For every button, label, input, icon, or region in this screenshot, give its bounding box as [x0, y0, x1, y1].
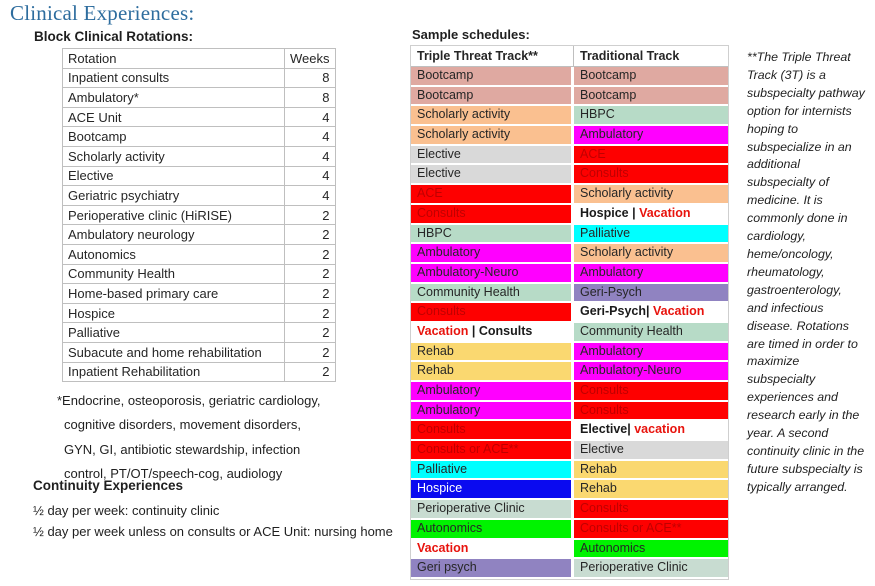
schedule-row: [411, 205, 728, 225]
note-line: research early in the: [747, 408, 860, 423]
schedule-cell: [574, 421, 728, 441]
sample-schedules-heading: Sample schedules:: [412, 27, 530, 42]
table-row: [63, 264, 336, 284]
note-line: heme/oncology,: [747, 246, 834, 261]
schedule-cell: Perioperative Clinic: [574, 559, 728, 579]
note-line: subspecialize in an: [747, 139, 852, 154]
schedule-cell: Elective: [574, 441, 728, 461]
schedule-row: [411, 421, 728, 441]
triple-threat-column-header: Triple Threat Track**: [411, 46, 574, 66]
schedule-row: [411, 343, 728, 363]
rotation-weeks-cell: 4: [285, 146, 336, 166]
note-line: gastroenterology,: [747, 282, 842, 297]
schedule-cell: Rehab: [574, 480, 728, 500]
rotation-weeks-cell: 4: [285, 186, 336, 206]
rotation-name-cell: Bootcamp: [63, 127, 285, 147]
block-rotations-heading: Block Clinical Rotations:: [34, 29, 194, 44]
schedule-cell: Consults: [574, 402, 728, 422]
schedule-cell-segment: Geri-Psych|: [580, 304, 653, 319]
schedule-cell: Consults: [411, 303, 574, 323]
rotation-name-cell: Perioperative clinic (HiRISE): [63, 205, 285, 225]
table-row: [63, 244, 336, 264]
rotation-name-cell: Ambulatory*: [63, 88, 285, 108]
schedule-cell: Consults: [411, 205, 574, 225]
schedule-row: [411, 146, 728, 166]
schedule-cell: [411, 540, 574, 560]
rotations-header-row: [63, 49, 336, 69]
schedule-cell: HBPC: [411, 225, 574, 245]
schedule-row: [411, 185, 728, 205]
continuity-heading: Continuity Experiences: [33, 478, 184, 493]
schedule-cell: Perioperative Clinic: [411, 500, 574, 520]
schedule-cell: Rehab: [411, 343, 574, 363]
schedule-cell-segment: | Consults: [471, 323, 533, 338]
footnote-line: *Endocrine, osteoporosis, geriatric cardiology,: [57, 393, 321, 408]
schedule-cell: Elective: [411, 146, 574, 166]
note-line: rheumatology,: [747, 264, 825, 279]
schedule-cell: Palliative: [411, 461, 574, 481]
page-title: Clinical Experiences:: [10, 1, 195, 25]
note-line: medicine. It is: [747, 193, 823, 208]
schedule-row: [411, 480, 728, 500]
rotation-name-cell: Community Health: [63, 264, 285, 284]
table-row: [63, 303, 336, 323]
note-line: commonly done in: [747, 211, 848, 226]
note-line: **The Triple Threat: [747, 50, 851, 64]
schedule-cell: HBPC: [574, 106, 728, 126]
note-line: continuity clinic in the: [747, 443, 865, 458]
schedule-cell: Consults: [574, 500, 728, 520]
table-row: [63, 127, 336, 147]
rotation-name-cell: Hospice: [63, 303, 285, 323]
schedule-cell: Ambulatory: [574, 264, 728, 284]
schedule-cell: Autonomics: [574, 540, 728, 560]
table-row: [63, 146, 336, 166]
schedule-cell: Ambulatory: [411, 402, 574, 422]
schedule-row: [411, 264, 728, 284]
schedule-cell: ACE: [411, 185, 574, 205]
schedule-row: [411, 67, 728, 87]
note-line: subspecialty of: [747, 175, 829, 190]
schedule-cell-segment: Vacation: [652, 304, 705, 319]
rotation-name-cell: ACE Unit: [63, 107, 285, 127]
rotation-weeks-cell: 4: [285, 107, 336, 127]
schedule-row: [411, 461, 728, 481]
schedule-row: [411, 323, 728, 343]
schedule-cell-segment: Hospice |: [580, 205, 640, 220]
schedule-cell: Hospice: [411, 480, 574, 500]
table-row: [63, 186, 336, 206]
weeks-column-header: Weeks: [285, 49, 336, 69]
table-row: [63, 323, 336, 343]
continuity-text: [33, 500, 393, 543]
rotation-weeks-cell: 2: [285, 244, 336, 264]
schedule-cell-segment: Vacation: [417, 323, 472, 338]
schedule-cell: Ambulatory-Neuro: [574, 362, 728, 382]
footnote-line: control, PT/OT/speech-cog, audiology: [64, 466, 283, 482]
schedule-row: [411, 500, 728, 520]
note-line: option for internists: [747, 103, 852, 118]
rotation-name-cell: Subacute and home rehabilitation: [63, 342, 285, 362]
rotation-name-cell: Ambulatory neurology: [63, 225, 285, 245]
note-line: future subspecialty is: [747, 461, 863, 476]
note-line: subspecialty: [747, 372, 816, 387]
continuity-line: ½ day per week unless on consults or ACE Unit: nursing home: [33, 524, 393, 540]
note-line: typically arranged.: [747, 479, 848, 494]
schedule-row: [411, 244, 728, 264]
sample-schedules-table: [410, 45, 729, 580]
note-line: hoping to: [747, 121, 798, 136]
rotation-weeks-cell: 2: [285, 264, 336, 284]
schedule-cell: Ambulatory: [574, 343, 728, 363]
rotation-name-cell: Home-based primary care: [63, 284, 285, 304]
table-row: [63, 362, 336, 382]
schedule-cell: Consults: [574, 165, 728, 185]
schedule-cell: Community Health: [411, 284, 574, 304]
rotation-name-cell: Elective: [63, 166, 285, 186]
schedule-cell: [574, 303, 728, 323]
schedule-row: [411, 540, 728, 560]
rotation-name-cell: Geriatric psychiatry: [63, 186, 285, 206]
schedule-cell: Rehab: [574, 461, 728, 481]
schedule-row: [411, 520, 728, 540]
schedule-row: [411, 126, 728, 146]
note-line: year. A second: [747, 426, 829, 441]
schedule-row: [411, 303, 728, 323]
schedule-row: [411, 362, 728, 382]
footnote-line: GYN, GI, antibiotic stewardship, infection: [64, 441, 301, 457]
schedule-cell: Bootcamp: [411, 87, 574, 107]
rotation-name-cell: Scholarly activity: [63, 146, 285, 166]
schedule-row: [411, 106, 728, 126]
schedule-cell: [411, 323, 574, 343]
table-row: [63, 205, 336, 225]
triple-threat-note: [747, 49, 875, 497]
schedule-row: [411, 559, 728, 579]
rotation-weeks-cell: 2: [285, 342, 336, 362]
schedule-cell: Consults: [574, 382, 728, 402]
rotation-weeks-cell: 8: [285, 68, 336, 88]
note-line: disease. Rotations: [747, 318, 849, 333]
note-line: experiences and: [747, 390, 838, 405]
rotation-column-header: Rotation: [63, 49, 285, 69]
note-line: additional: [747, 157, 801, 172]
table-row: [63, 88, 336, 108]
schedule-cell: Scholarly activity: [574, 185, 728, 205]
note-line: are timed in order to: [747, 336, 858, 351]
schedule-cell: Rehab: [411, 362, 574, 382]
schedule-cell: Consults or ACE**: [574, 520, 728, 540]
rotation-weeks-cell: 2: [285, 284, 336, 304]
schedule-header-row: [411, 46, 728, 67]
schedule-row: [411, 225, 728, 245]
table-row: [63, 284, 336, 304]
rotation-weeks-cell: 2: [285, 362, 336, 382]
schedule-cell: Ambulatory: [411, 382, 574, 402]
note-line: and infectious: [747, 300, 824, 315]
footnote-line: cognitive disorders, movement disorders,: [64, 417, 301, 433]
table-row: [63, 342, 336, 362]
schedule-cell: Bootcamp: [411, 67, 574, 87]
schedule-cell: Palliative: [574, 225, 728, 245]
schedule-row: [411, 284, 728, 304]
continuity-line: ½ day per week: continuity clinic: [33, 503, 220, 518]
schedule-row: [411, 87, 728, 107]
note-line: Track (3T) is a: [747, 67, 826, 82]
schedule-cell-segment: vacation: [634, 422, 685, 437]
rotations-footnote: [57, 389, 321, 487]
table-row: [63, 225, 336, 245]
schedule-cell: Ambulatory: [574, 126, 728, 146]
rotation-weeks-cell: 2: [285, 303, 336, 323]
schedule-cell: Consults: [411, 421, 574, 441]
rotation-name-cell: Inpatient consults: [63, 68, 285, 88]
rotation-weeks-cell: 2: [285, 225, 336, 245]
schedule-cell: [574, 205, 728, 225]
schedule-cell: Bootcamp: [574, 67, 728, 87]
rotation-weeks-cell: 8: [285, 88, 336, 108]
schedule-cell: Community Health: [574, 323, 728, 343]
note-line: cardiology,: [747, 229, 807, 244]
schedule-row: [411, 382, 728, 402]
table-row: [63, 68, 336, 88]
schedule-cell: Elective: [411, 165, 574, 185]
schedule-cell-segment: Vacation: [417, 540, 469, 555]
schedule-cell: Geri-Psych: [574, 284, 728, 304]
schedule-row: [411, 441, 728, 461]
schedule-cell-segment: Vacation: [639, 205, 691, 220]
schedule-cell: Ambulatory-Neuro: [411, 264, 574, 284]
schedule-cell: ACE: [574, 146, 728, 166]
schedule-cell-segment: Elective|: [580, 422, 635, 437]
rotation-weeks-cell: 2: [285, 323, 336, 343]
schedule-cell: Scholarly activity: [411, 126, 574, 146]
rotation-name-cell: Autonomics: [63, 244, 285, 264]
schedule-cell: Scholarly activity: [411, 106, 574, 126]
rotation-weeks-cell: 2: [285, 205, 336, 225]
table-row: [63, 166, 336, 186]
schedule-row: [411, 165, 728, 185]
rotations-table: [62, 48, 336, 382]
note-line: maximize: [747, 354, 800, 369]
rotation-weeks-cell: 4: [285, 166, 336, 186]
schedule-cell: Bootcamp: [574, 87, 728, 107]
schedule-cell: Autonomics: [411, 520, 574, 540]
rotation-name-cell: Inpatient Rehabilitation: [63, 362, 285, 382]
schedule-cell: Ambulatory: [411, 244, 574, 264]
note-line: subspecialty pathway: [747, 85, 865, 100]
schedule-row: [411, 402, 728, 422]
traditional-column-header: Traditional Track: [580, 49, 680, 63]
rotation-weeks-cell: 4: [285, 127, 336, 147]
rotation-name-cell: Palliative: [63, 323, 285, 343]
table-row: [63, 107, 336, 127]
schedule-cell: Scholarly activity: [574, 244, 728, 264]
schedule-cell: Geri psych: [411, 559, 574, 579]
schedule-cell: Consults or ACE**: [411, 441, 574, 461]
